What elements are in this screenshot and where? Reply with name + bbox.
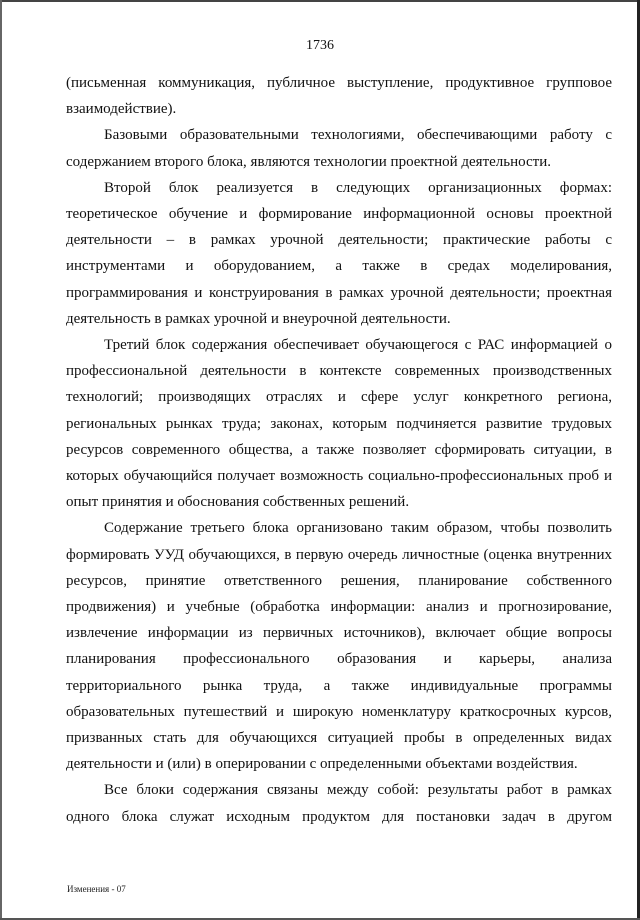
page-number: 1736 bbox=[306, 38, 334, 53]
paragraph-6: Все блоки содержания связаны между собой: результаты работ в рамках одного блока служат исходным продуктом для постановки задач в другом bbox=[66, 782, 612, 825]
paragraph-3: Второй блок реализуется в следующих организационных формах: теоретическое обучение и формирование информационной основы проектной деятельности – в рамках урочной деятельности; практические работы с инструментами и оборудованием, а также в средах моделирования, программирования и конструирования в рамках урочной деятельности; проектная деятельность в рамках урочной и внеурочной деятельности. bbox=[66, 179, 612, 327]
scan-edge-top bbox=[0, 0, 640, 2]
paragraph-1: (письменная коммуникация, публичное выступление, продуктивное групповое взаимодействие). bbox=[66, 75, 612, 118]
paragraph-4: Третий блок содержания обеспечивает обучающегося с РАС информацией о профессиональной деятельности в контексте современных производственных технологий; производящих отраслях и сфере услуг конкретного региона, региональных рынках труда; законах, которым подчиняется развитие трудовых ресурсов современного общества, а также позволяет сформировать ситуации, в которых обучающийся получает возможность социально-профессиональных проб и опыт принятия и обоснования собственных решений. bbox=[66, 337, 612, 511]
scan-edge-left bbox=[0, 0, 2, 920]
paragraph-5: Содержание третьего блока организовано таким образом, чтобы позволить формировать УУД обучающихся, в первую очередь личностные (оценка внутренних ресурсов, принятие ответственного решения, планирование собственного продвижения) и учебные (обработка информации: анализ и прогнозирование, извлечение информации из первичных источников), включает общие вопросы планирования профессионального образования и карьеры, анализа территориального рынка труда, а также индивидуальные программы образовательных путешествий и широкую номенклатуру краткосрочных курсов, призванных стать для обучающихся ситуацией пробы в определенных видах деятельности и (или) в оперировании с определенными объектами воздействия. bbox=[66, 520, 612, 773]
body-text bbox=[66, 70, 612, 830]
footer-note: Изменения - 07 bbox=[67, 884, 126, 894]
paragraph-2: Базовыми образовательными технологиями, обеспечивающими работу с содержанием второго блока, являются технологии проектной деятельности. bbox=[66, 127, 612, 170]
